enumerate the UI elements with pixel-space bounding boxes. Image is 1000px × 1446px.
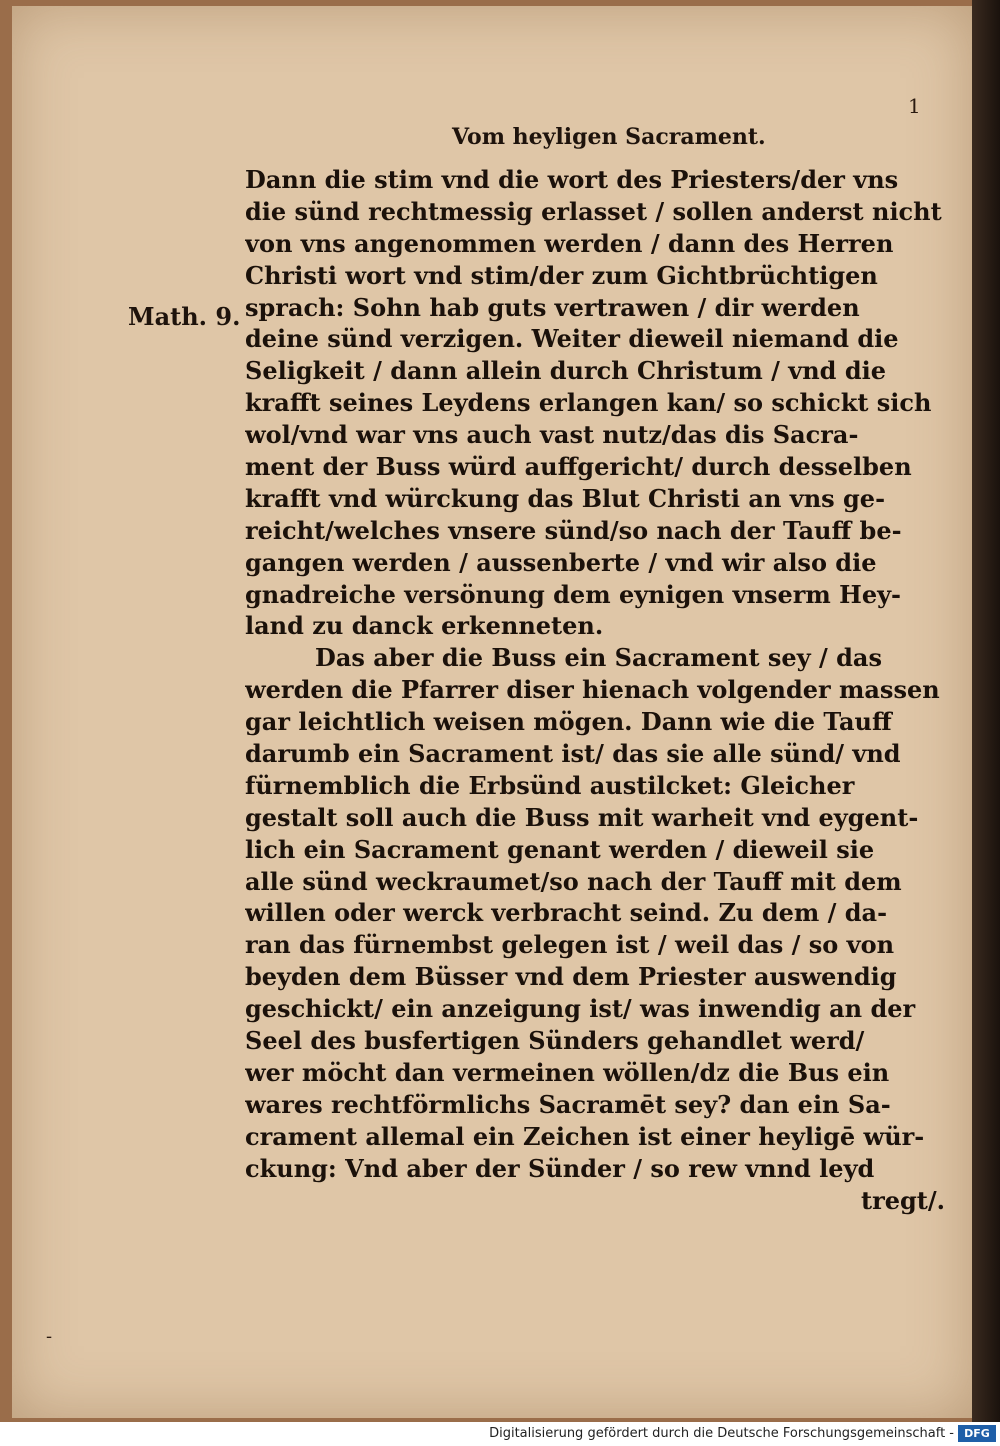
text-line: Dann die stim vnd die wort des Priesters/der vns [245,165,899,194]
text-line: willen oder werck verbracht seind. Zu dem / da- [245,898,888,928]
text-line: Christi wort vnd stim/der zum Gichtbrüchtigen [245,260,878,290]
text-line: werden die Pfarrer diser hienach volgender massen [245,675,940,705]
text-line: Das aber die Buss ein Sacrament sey / das [315,643,882,673]
text-line: gnadreiche versönung dem eynigen vnserm Hey- [245,579,902,609]
text-line: ckung: Vnd aber der Sünder / so rew vnnd leyd [245,1153,875,1183]
text-line: fürnemblich die Erbsünd austilcket: Gleicher [245,770,855,800]
dfg-logo: DFG [958,1425,996,1442]
text-line: crament allemal ein Zeichen ist einer heyligē wür- [245,1121,925,1151]
page-number: 1 [908,94,921,118]
text-line: ran das fürnembst gelegen ist / weil das / so von [245,930,895,960]
marginal-note: Math. 9. [128,302,241,331]
text-line: tregt/. [861,1185,945,1215]
footer-credit: Digitalisierung gefördert durch die Deutsche Forschungsgemeinschaft - [489,1426,954,1441]
text-line: Seligkeit / dann allein durch Christum / vnd die [245,356,886,386]
text-line: Seel des busfertigen Sünders gehandlet werd/ [245,1026,865,1056]
text-line: deine sünd verzigen. Weiter dieweil niemand die [245,324,899,354]
text-line: darumb ein Sacrament ist/ das sie alle sünd/ vnd [245,739,901,769]
text-line: krafft seines Leydens erlangen kan/ so schickt sich [245,388,932,418]
running-head: Vom heyligen Sacrament. [452,124,766,150]
text-line: reicht/welches vnsere sünd/so nach der Tauff be- [245,515,902,545]
text-line: wol/vnd war vns auch vast nutz/das dis Sacra- [245,420,859,450]
text-line: geschickt/ ein anzeigung ist/ was inwendig an der [245,994,916,1024]
text-line: alle sünd weckraumet/so nach der Tauff mit dem [245,866,902,896]
body-text [245,164,945,1216]
text-line: gestalt soll auch die Buss mit warheit vnd eygent- [245,802,919,832]
text-line: von vns angenommen werden / dann des Herren [245,228,894,258]
text-line: ment der Buss würd auffgericht/ durch desselben [245,452,912,482]
footer-bar [0,1422,1000,1446]
text-line: sprach: Sohn hab guts vertrawen / dir werden [245,292,860,322]
text-line: land zu danck erkenneten. [245,611,604,641]
text-line: krafft vnd würckung das Blut Christi an vns ge- [245,483,886,513]
text-line: gar leichtlich weisen mögen. Dann wie die Tauff [245,707,892,737]
text-line: beyden dem Büsser vnd dem Priester auswendig [245,962,897,992]
text-line: wer möcht dan vermeinen wöllen/dz die Bus ein [245,1057,890,1087]
text-line: gangen werden / aussenberte / vnd wir also die [245,547,877,577]
text-line: die sünd rechtmessig erlasset / sollen anderst nicht [245,196,942,226]
text-line: lich ein Sacrament genant werden / dieweil sie [245,834,875,864]
book-edge [972,0,1000,1422]
corner-mark: - [46,1326,53,1347]
text-line: wares rechtförmlichs Sacramēt sey? dan ein Sa- [245,1089,891,1119]
paper-page [12,6,972,1418]
